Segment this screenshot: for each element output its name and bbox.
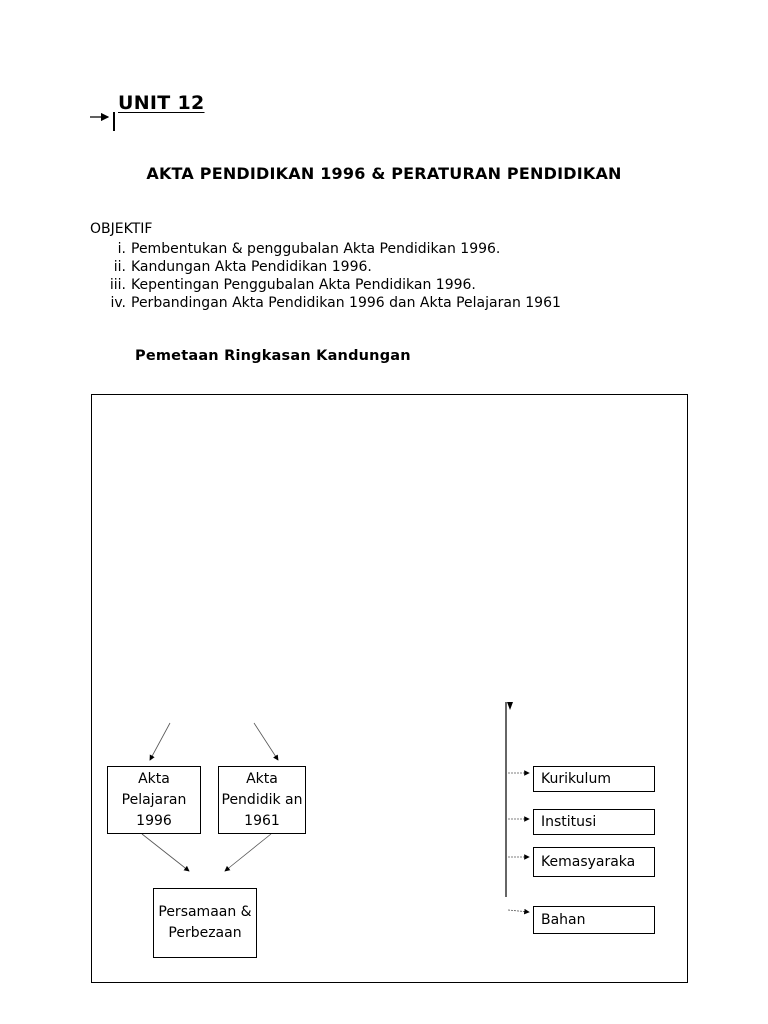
box-akta-pendidikan: Akta Pendidik an 1961: [218, 766, 306, 834]
objective-item: i. Pembentukan & penggubalan Akta Pendidikan 1996.: [117, 241, 501, 257]
box-kurikulum: Kurikulum: [533, 766, 655, 792]
diagram-title: Pemetaan Ringkasan Kandungan: [135, 348, 411, 364]
arrow-pendidikan-to-persamaan: [225, 834, 271, 871]
arrow-pelajaran-to-persamaan: [142, 834, 189, 871]
box-akta-pelajaran: Akta Pelajaran 1996: [107, 766, 201, 834]
arrow-to-akta-pelajaran: [150, 723, 170, 760]
box-kemasyarakatan: Kemasyaraka: [533, 847, 655, 877]
objectives-heading: OBJEKTIF: [90, 221, 153, 237]
arrow-to-akta-pendidikan: [254, 723, 278, 760]
box-persamaan-perbezaan: Persamaan & Perbezaan: [153, 888, 257, 958]
box-institusi: Institusi: [533, 809, 655, 835]
spine-arrowhead: [507, 702, 513, 710]
box-bahan: Bahan: [533, 906, 655, 934]
objective-item: ii. Kandungan Akta Pendidikan 1996.: [113, 259, 372, 275]
arrow-to-bahan: [508, 910, 529, 912]
unit-title: UNIT 12: [118, 92, 205, 114]
objective-item: iii. Kepentingan Penggubalan Akta Pendidikan 1996.: [109, 277, 476, 293]
objective-item: iv. Perbandingan Akta Pendidikan 1996 dan Akta Pelajaran 1961: [110, 295, 561, 311]
document-title: AKTA PENDIDIKAN 1996 & PERATURAN PENDIDIKAN: [146, 164, 622, 183]
